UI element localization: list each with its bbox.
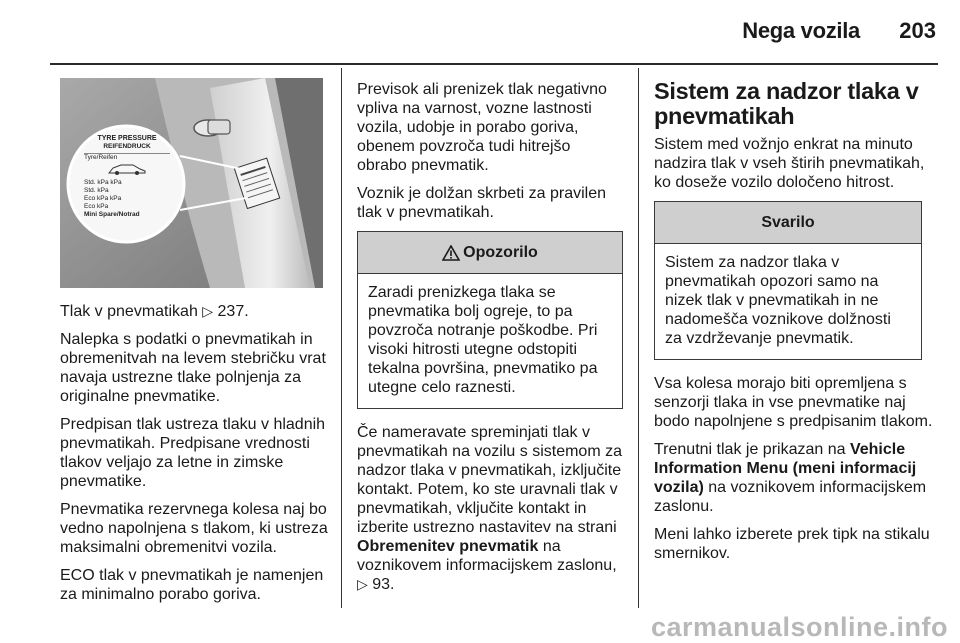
label-card-line: Mini Spare/Notrad — [84, 211, 140, 218]
header-rule — [50, 63, 938, 65]
paragraph — [654, 440, 936, 516]
page-reference[interactable]: 237. — [217, 303, 249, 320]
label-card-unit: kPa — [97, 179, 109, 186]
menu-term: Obremenitev pnevmatik — [357, 538, 539, 555]
paragraph: Vsa kolesa morajo biti opremljena s senzorji tlaka in vse pnevmatike naj bodo napolnjene s predpisanim tlakom. — [654, 375, 933, 430]
caution-text: Sistem za nadzor tlaka v pnevmatikah opozori samo na nizek tlak v pnevmatikah in ne nadomešča voznikove dolžnosti za vzdrževanje pnevmatik. — [665, 254, 891, 347]
figure-caption — [60, 302, 328, 321]
column-divider — [638, 68, 639, 608]
paragraph: Pnevmatika rezervnega kolesa naj bo vedno napolnjena s tlakom, ki ustreza maksimalni obremenitvi vozila. — [60, 501, 328, 556]
page-number: 203 — [899, 18, 936, 43]
paragraph: Sistem med vožnjo enkrat na minuto nadzira tlak v vseh štirih pnevmatikah, ko doseže vozilo določeno hitrost. — [654, 136, 925, 191]
label-card-unit: kPa — [110, 179, 122, 186]
warning-triangle-icon — [442, 245, 460, 261]
label-card-line: Tyre/Reifen — [84, 153, 170, 162]
label-card-line: REIFENDRUCK — [103, 143, 151, 150]
tyre-pressure-label-figure — [60, 78, 323, 288]
caption-text: Tlak v pnevmatikah — [60, 303, 198, 320]
paragraph: Meni lahko izberete prek tipk na stikalu smernikov. — [654, 526, 930, 562]
label-card-line: Std. — [84, 179, 96, 186]
paragraph: Predpisan tlak ustreza tlaku v hladnih pnevmatikah. Predpisane vrednosti tlakov veljajo za letne in zimske pnevmatike. — [60, 416, 326, 490]
menu-term: Vehicle Information Menu (meni informacij vozila) — [654, 441, 917, 496]
column-3 — [654, 80, 936, 572]
caution-title: Svarilo — [655, 202, 921, 244]
tyre-pressure-label-card — [84, 135, 170, 245]
paragraph: Previsok ali prenizek tlak negativno vpliva na varnost, vozne lastnosti vozila, udobje in porabo goriva, obenem povzroča tudi hitrejšo obrabo pnevmatik. — [357, 81, 607, 174]
warning-text: Zaradi prenizkega tlaka se pnevmatika bolj ogreje, to pa povzroča notranje poškodbe. Pri visoki hitrosti utegne odstopiti tekalna površina, pnevmatiko pa utegne celo raznesti. — [368, 284, 598, 396]
section-title: Sistem za nadzor tlaka v pnevmatikah — [654, 78, 919, 129]
paragraph-text: na voznikovem informacijskem zaslonu. — [654, 479, 927, 515]
page-reference-icon: ▷ — [357, 576, 368, 592]
paragraph-text: na voznikovem informacijskem zaslonu, — [357, 538, 617, 574]
paragraph — [357, 423, 623, 594]
label-card-unit: kPa — [97, 203, 109, 210]
page-reference-icon: ▷ — [202, 303, 214, 319]
label-card-unit: kPa — [110, 195, 122, 202]
car-silhouette-icon — [107, 162, 147, 176]
label-card-line: Eco — [84, 203, 96, 210]
label-card-unit: kPa — [97, 187, 109, 194]
paragraph-text: Trenutni tlak je prikazan na — [654, 441, 846, 458]
paragraph: Voznik je dolžan skrbeti za pravilen tlak v pnevmatikah. — [357, 185, 607, 221]
column-divider — [341, 68, 342, 608]
label-card-title: TYRE PRESSURE — [97, 135, 157, 142]
paragraph: Nalepka s podatki o pnevmatikah in obremenitvah na levem stebričku vrat navaja ustrezne tlake polnjenja za originalne pnevmatike. — [60, 331, 326, 405]
caution-box — [654, 201, 922, 360]
warning-title: Opozorilo — [463, 244, 538, 261]
label-card-line: Std. — [84, 187, 96, 194]
warning-box-header — [358, 232, 622, 274]
column-2 — [357, 80, 623, 603]
label-card-unit: kPa — [97, 195, 109, 202]
label-card-line: Eco — [84, 195, 96, 202]
page-reference[interactable]: 93. — [372, 576, 395, 593]
column-1 — [60, 302, 328, 613]
page-header-title: Nega vozila — [742, 18, 860, 43]
watermark: carmanualsonline.info — [650, 612, 948, 642]
paragraph: ECO tlak v pnevmatikah je namenjen za minimalno porabo goriva. — [60, 567, 324, 603]
warning-box — [357, 231, 623, 409]
paragraph-text: Če nameravate spreminjati tlak v pnevmatikah na vozilu s sistemom za nadzor tlaka v pnevmatikah, izključite kontakt. Potem, ko ste uravnali tlak v pnevmatikah, vključite kontakt in izberite ustrezno nastavitev na strani — [357, 424, 622, 536]
